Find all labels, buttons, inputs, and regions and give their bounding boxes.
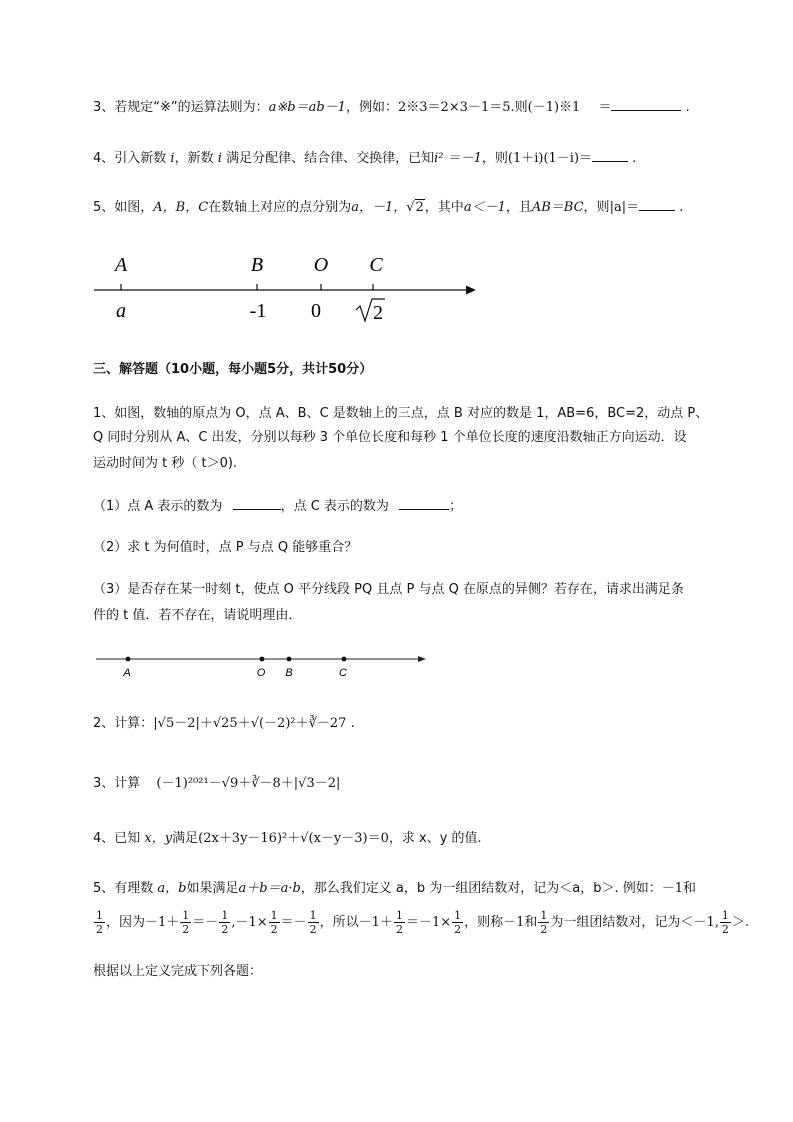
problem-1-sub-3-line-2: 件的 t 值．若不存在，请说明理由． xyxy=(93,608,302,623)
fraction-half: $\frac{1}{2}$ xyxy=(182,909,190,936)
problem-4: 4、已知 x，y满足(2x＋3y－16)²＋√(x－y－3)＝0，求 x、y 的值. xyxy=(93,831,482,846)
label-top-c: C xyxy=(369,254,383,276)
q3-answer-blank[interactable] xyxy=(611,98,681,111)
problem-1-sub-3-line-1: （3）是否存在某一时刻 t，使点 O 平分线段 PQ 且点 P 与点 Q 在原点的异侧？若存在，请求出满足条 xyxy=(93,582,684,597)
point-c xyxy=(342,657,347,662)
fraction-half: $\frac{1}{2}$ xyxy=(96,909,103,936)
problem-3: 3、计算 (－1)²⁰²¹－√9＋∛－8＋|√3－2| xyxy=(93,776,341,791)
q4-expression: (1＋i)(1－i)＝ xyxy=(507,151,593,166)
point-a xyxy=(126,657,131,662)
problem-5-line-2: $\frac{1}{2}$ ，因为－1＋ $\frac{1}{2}$ ＝－ $\frac{1}{2}$ ,－1× $\frac{1}{2}$ ＝－ $\frac{1}{2}$ ，所以－1＋ $\frac{1}{2}$ ＝－1× $\frac{1}{2}$ ，则称－1和 $\frac{1}{2}$ 为一组团结数对，记为＜－1, $\frac{1}{2}$ ＞. xyxy=(96,909,749,936)
fraction-half: $\frac{1}{2}$ xyxy=(309,909,317,936)
fraction-half: $\frac{1}{2}$ xyxy=(454,909,462,936)
label-a: A xyxy=(123,667,131,679)
p4-expression: (2x＋3y－16)²＋√(x－y－3)＝0 xyxy=(198,831,389,846)
number-line-figure-1 xyxy=(88,248,488,330)
point-o xyxy=(260,657,265,662)
fill-question-4: 4、引入新数 i，新数 i 满足分配律、结合律、交换律，已知i² ＝－1，则(1＋i)(1－i)＝ . xyxy=(93,151,637,166)
problem-1-line-2: Q 同时分别从 A、C 出发，分别以每秒 3 个单位长度和每秒 1 个单位长度的速度沿数轴正方向运动．设 xyxy=(93,430,687,445)
p1-blank-c[interactable] xyxy=(399,497,449,510)
fraction-half: $\frac{1}{2}$ xyxy=(270,909,278,936)
q3-definition: a※b＝ab－1 xyxy=(268,100,346,115)
problem-1-sub-1: （1）点 A 表示的数为 ，点 C 表示的数为 ； xyxy=(93,499,463,514)
fraction-half: $\frac{1}{2}$ xyxy=(540,909,548,936)
q4-condition: i² ＝－1 xyxy=(434,151,482,166)
q4-answer-blank[interactable] xyxy=(592,149,628,162)
q3-example: 2※3＝2×3－1＝5. xyxy=(397,100,515,115)
label-bottom-b: -1 xyxy=(249,300,267,322)
problem-2: 2、计算：|√5－2|＋√25＋√(－2)²＋∛－27 . xyxy=(93,716,355,731)
footer-instruction: 根据以上定义完成下列各题： xyxy=(93,964,263,979)
problem-1-line-3: 运动时间为 t 秒（ t＞0). xyxy=(93,456,238,471)
label-top-o: O xyxy=(313,254,329,276)
section-heading: 三、解答题（10小题，每小题5分，共计50分） xyxy=(93,362,373,377)
fraction-half: $\frac{1}{2}$ xyxy=(721,909,729,936)
label-bottom-o: 0 xyxy=(311,300,321,322)
q5-answer-blank[interactable] xyxy=(639,198,675,211)
label-b: B xyxy=(285,667,293,679)
label-top-a: A xyxy=(114,254,128,276)
problem-1-sub-2: （2）求 t 为何值时，点 P 与点 Q 能够重合？ xyxy=(93,540,358,555)
problem-1-line-1: 1、如图，数轴的原点为 O，点 A、B、C 是数轴上的三点，点 B 对应的数是 1，AB=6，BC=2，动点 P、 xyxy=(93,406,709,421)
p1-blank-a[interactable] xyxy=(233,497,281,510)
label-bottom-a: a xyxy=(116,300,126,322)
label-bottom-c: 2 xyxy=(373,302,383,324)
sqrt-2: √2 xyxy=(406,200,424,215)
fill-question-3: 3、若规定“※”的运算法则为：a※b＝ab－1，例如：2※3＝2×3－1＝5.则(－1)※1 ＝ . xyxy=(93,100,690,115)
p3-expression: (－1)²⁰²¹－√9＋∛－8＋|√3－2| xyxy=(156,776,341,791)
p2-expression: |√5－2|＋√25＋√(－2)²＋∛－27 xyxy=(153,716,347,731)
fill-question-5: 5、如图，A，B，C在数轴上对应的点分别为a，－1，√2，其中a＜－1，且AB＝BC，则|a|＝ . xyxy=(93,200,684,215)
fraction-half: $\frac{1}{2}$ xyxy=(221,909,229,936)
number-line-figure-2 xyxy=(90,648,435,682)
point-b xyxy=(287,657,292,662)
fraction-half: $\frac{1}{2}$ xyxy=(395,909,403,936)
problem-5-line-1: 5、有理数 a，b如果满足a＋b＝a·b，那么我们定义 a，b 为一组团结数对，记为＜a，b＞. 例如：－1和 xyxy=(93,881,697,896)
label-c: C xyxy=(339,667,347,679)
arrow-right-icon xyxy=(418,656,426,662)
label-top-b: B xyxy=(250,254,264,276)
label-o: O xyxy=(256,667,266,679)
arrow-right-icon xyxy=(466,286,476,295)
